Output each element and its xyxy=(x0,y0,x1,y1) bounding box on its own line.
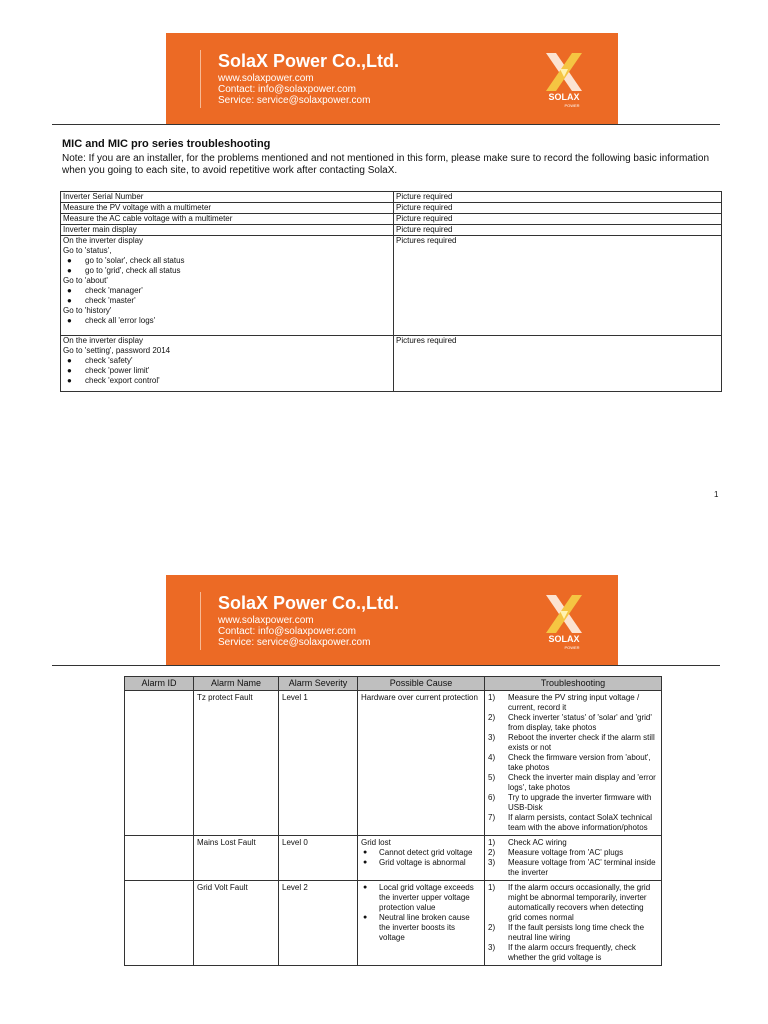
task-cell: Measure the AC cable voltage with a multimeter xyxy=(61,214,394,225)
solax-logo-icon xyxy=(534,591,594,651)
task-cell: Inverter Serial Number xyxy=(61,192,394,203)
task-cell xyxy=(61,336,394,392)
task-line: On the inverter display xyxy=(63,236,144,245)
step-text: If alarm persists, contact SolaX technical team with the above information/photos xyxy=(508,813,653,832)
company-contact: Contact: info@solaxpower.com xyxy=(218,84,356,95)
bullet-icon: ● xyxy=(67,316,72,325)
bullet-icon: ● xyxy=(67,256,72,265)
bullet-item xyxy=(63,256,391,266)
task-cell xyxy=(61,236,394,336)
bullet-icon: ● xyxy=(67,266,72,275)
bullet-icon: ● xyxy=(67,376,72,385)
bullet-icon: ● xyxy=(67,356,72,365)
bullet-item xyxy=(63,376,391,386)
step-text: Reboot the inverter check if the alarm still exists or not xyxy=(508,733,655,752)
alarm-name-cell: Tz protect Fault xyxy=(194,691,279,836)
logo-subtext: POWER xyxy=(564,103,580,108)
task-line: Go to 'history' xyxy=(63,306,112,315)
possible-cause-cell: Hardware over current protection xyxy=(358,691,485,836)
alarm-severity-cell: Level 1 xyxy=(279,691,358,836)
task-line: Go to 'about' xyxy=(63,276,108,285)
list-item: ● Neutral line broken cause the inverter boosts its voltage xyxy=(361,913,481,943)
list-item: 2) Check inverter 'status' of 'solar' and 'grid' from display, take photos xyxy=(488,713,652,732)
troubleshooting-cell xyxy=(485,881,662,966)
company-service: Service: service@solaxpower.com xyxy=(218,95,371,106)
bullet-text: check 'master' xyxy=(85,296,136,305)
installer-note: Note: If you are an installer, for the problems mentioned and not mentioned in this form, please make sure to record the following basic information when you going to each site, to avoid repetitive work after contacting SolaX. xyxy=(62,153,710,176)
bullet-item xyxy=(63,296,391,306)
table-header-row xyxy=(125,677,662,691)
table-row xyxy=(61,236,722,336)
possible-cause-cell xyxy=(358,836,485,881)
table-row xyxy=(125,836,662,881)
troubleshooting-cell xyxy=(485,691,662,836)
company-website: www.solaxpower.com xyxy=(218,615,314,626)
bullet-text: go to 'grid', check all status xyxy=(85,266,181,275)
column-header: Alarm ID xyxy=(125,677,194,691)
step-text: Check inverter 'status' of 'solar' and 'grid' from display, take photos xyxy=(508,713,652,732)
logo-text: SOLAX xyxy=(548,92,580,102)
alarm-id-cell xyxy=(125,881,194,966)
step-text: If the alarm occurs occasionally, the grid might be abnormal temporarily, inverter automatically recovers when detecting grid comes normal xyxy=(508,883,651,922)
bullet-text: check 'manager' xyxy=(85,286,143,295)
header-banner xyxy=(166,33,618,124)
alarm-id-cell xyxy=(125,691,194,836)
requirement-cell: Pictures required xyxy=(394,236,722,336)
alarm-name-cell: Mains Lost Fault xyxy=(194,836,279,881)
alarm-id-cell xyxy=(125,836,194,881)
list-item: 1) Measure the PV string input voltage / current, record it xyxy=(488,693,640,712)
column-header: Alarm Name xyxy=(194,677,279,691)
list-item: 2) Measure voltage from 'AC' plugs xyxy=(488,848,624,857)
list-item: ● Grid voltage is abnormal xyxy=(361,858,481,868)
bullet-icon: ● xyxy=(67,296,72,305)
company-name: SolaX Power Co.,Ltd. xyxy=(218,51,400,71)
list-item: 2) If the fault persists long time check the neutral line wiring xyxy=(488,923,645,942)
table-row xyxy=(61,336,722,392)
bullet-item xyxy=(63,316,391,326)
column-header: Troubleshooting xyxy=(485,677,662,691)
table-row xyxy=(125,691,662,836)
task-cell: Measure the PV voltage with a multimeter xyxy=(61,203,394,214)
logo-subtext: POWER xyxy=(564,645,580,650)
header-rule xyxy=(52,665,720,666)
bullet-item xyxy=(63,266,391,276)
step-text: If the alarm occurs frequently, check whether the grid voltage is xyxy=(508,943,636,962)
step-text: Check the inverter main display and 'error logs', take photos xyxy=(508,773,656,792)
solax-logo-icon xyxy=(534,49,594,109)
table-row xyxy=(61,203,722,214)
list-item: 3) Measure voltage from 'AC' terminal inside the inverter xyxy=(488,858,656,877)
column-header: Possible Cause xyxy=(358,677,485,691)
bullet-item xyxy=(63,366,391,376)
table-row xyxy=(61,225,722,236)
company-name: SolaX Power Co.,Ltd. xyxy=(218,593,400,613)
step-text: Try to upgrade the inverter firmware with USB-Disk xyxy=(508,793,652,812)
bullet-item xyxy=(63,356,391,366)
bullet-text: go to 'solar', check all status xyxy=(85,256,185,265)
list-item: ● Local grid voltage exceeds the inverter upper voltage protection value xyxy=(361,883,481,913)
bullet-text: check 'export control' xyxy=(85,376,160,385)
task-line: Go to 'setting', password 2014 xyxy=(63,346,171,355)
page-number: 1 xyxy=(714,490,719,499)
list-item: 1) Check AC wiring xyxy=(488,838,567,847)
bullet-text: check 'safety' xyxy=(85,356,133,365)
step-text: Measure voltage from 'AC' terminal inside the inverter xyxy=(508,858,656,877)
document-title: MIC and MIC pro series troubleshooting xyxy=(62,138,271,150)
possible-cause-cell xyxy=(358,881,485,966)
step-text: Check AC wiring xyxy=(508,838,567,847)
header-rule xyxy=(52,124,720,125)
banner-divider xyxy=(200,50,201,108)
banner-divider xyxy=(200,592,201,650)
list-item: 1) If the alarm occurs occasionally, the grid might be abnormal temporarily, inverter automatically recovers when detecting grid comes normal xyxy=(488,883,651,922)
list-item: 6) Try to upgrade the inverter firmware with USB-Disk xyxy=(488,793,652,812)
list-item: 5) Check the inverter main display and 'error logs', take photos xyxy=(488,773,656,792)
list-item: 3) Reboot the inverter check if the alarm still exists or not xyxy=(488,733,655,752)
alarm-name-cell: Grid Volt Fault xyxy=(194,881,279,966)
troubleshooting-cell xyxy=(485,836,662,881)
column-header: Alarm Severity xyxy=(279,677,358,691)
task-line: Go to 'status', xyxy=(63,246,112,255)
alarm-severity-cell: Level 0 xyxy=(279,836,358,881)
table-row xyxy=(61,214,722,225)
company-contact: Contact: info@solaxpower.com xyxy=(218,626,356,637)
bullet-item xyxy=(63,286,391,296)
company-service: Service: service@solaxpower.com xyxy=(218,637,371,648)
cause-title: Grid lost xyxy=(361,838,391,847)
requirement-cell: Picture required xyxy=(394,203,722,214)
basic-info-table xyxy=(60,191,722,392)
alarm-severity-cell: Level 2 xyxy=(279,881,358,966)
alarm-table xyxy=(124,676,662,966)
step-text: Measure the PV string input voltage / current, record it xyxy=(508,693,640,712)
bullet-icon: ● xyxy=(67,366,72,375)
step-text: Check the firmware version from 'about', take photos xyxy=(508,753,651,772)
company-website: www.solaxpower.com xyxy=(218,73,314,84)
table-row xyxy=(61,192,722,203)
step-text: Measure voltage from 'AC' plugs xyxy=(508,848,624,857)
table-row xyxy=(125,881,662,966)
bullet-text: check all 'error logs' xyxy=(85,316,156,325)
requirement-cell: Picture required xyxy=(394,192,722,203)
task-line: On the inverter display xyxy=(63,336,144,345)
logo-text: SOLAX xyxy=(548,634,580,644)
requirement-cell: Picture required xyxy=(394,214,722,225)
list-item: 3) If the alarm occurs frequently, check whether the grid voltage is xyxy=(488,943,636,962)
requirement-cell: Pictures required xyxy=(394,336,722,392)
requirement-cell: Picture required xyxy=(394,225,722,236)
list-item: 7) If alarm persists, contact SolaX technical team with the above information/photos xyxy=(488,813,653,832)
list-item: ● Cannot detect grid voltage xyxy=(361,848,481,858)
bullet-icon: ● xyxy=(67,286,72,295)
list-item: 4) Check the firmware version from 'about', take photos xyxy=(488,753,651,772)
task-cell: Inverter main display xyxy=(61,225,394,236)
step-text: If the fault persists long time check the neutral line wiring xyxy=(508,923,645,942)
bullet-text: check 'power limit' xyxy=(85,366,150,375)
header-banner xyxy=(166,575,618,666)
